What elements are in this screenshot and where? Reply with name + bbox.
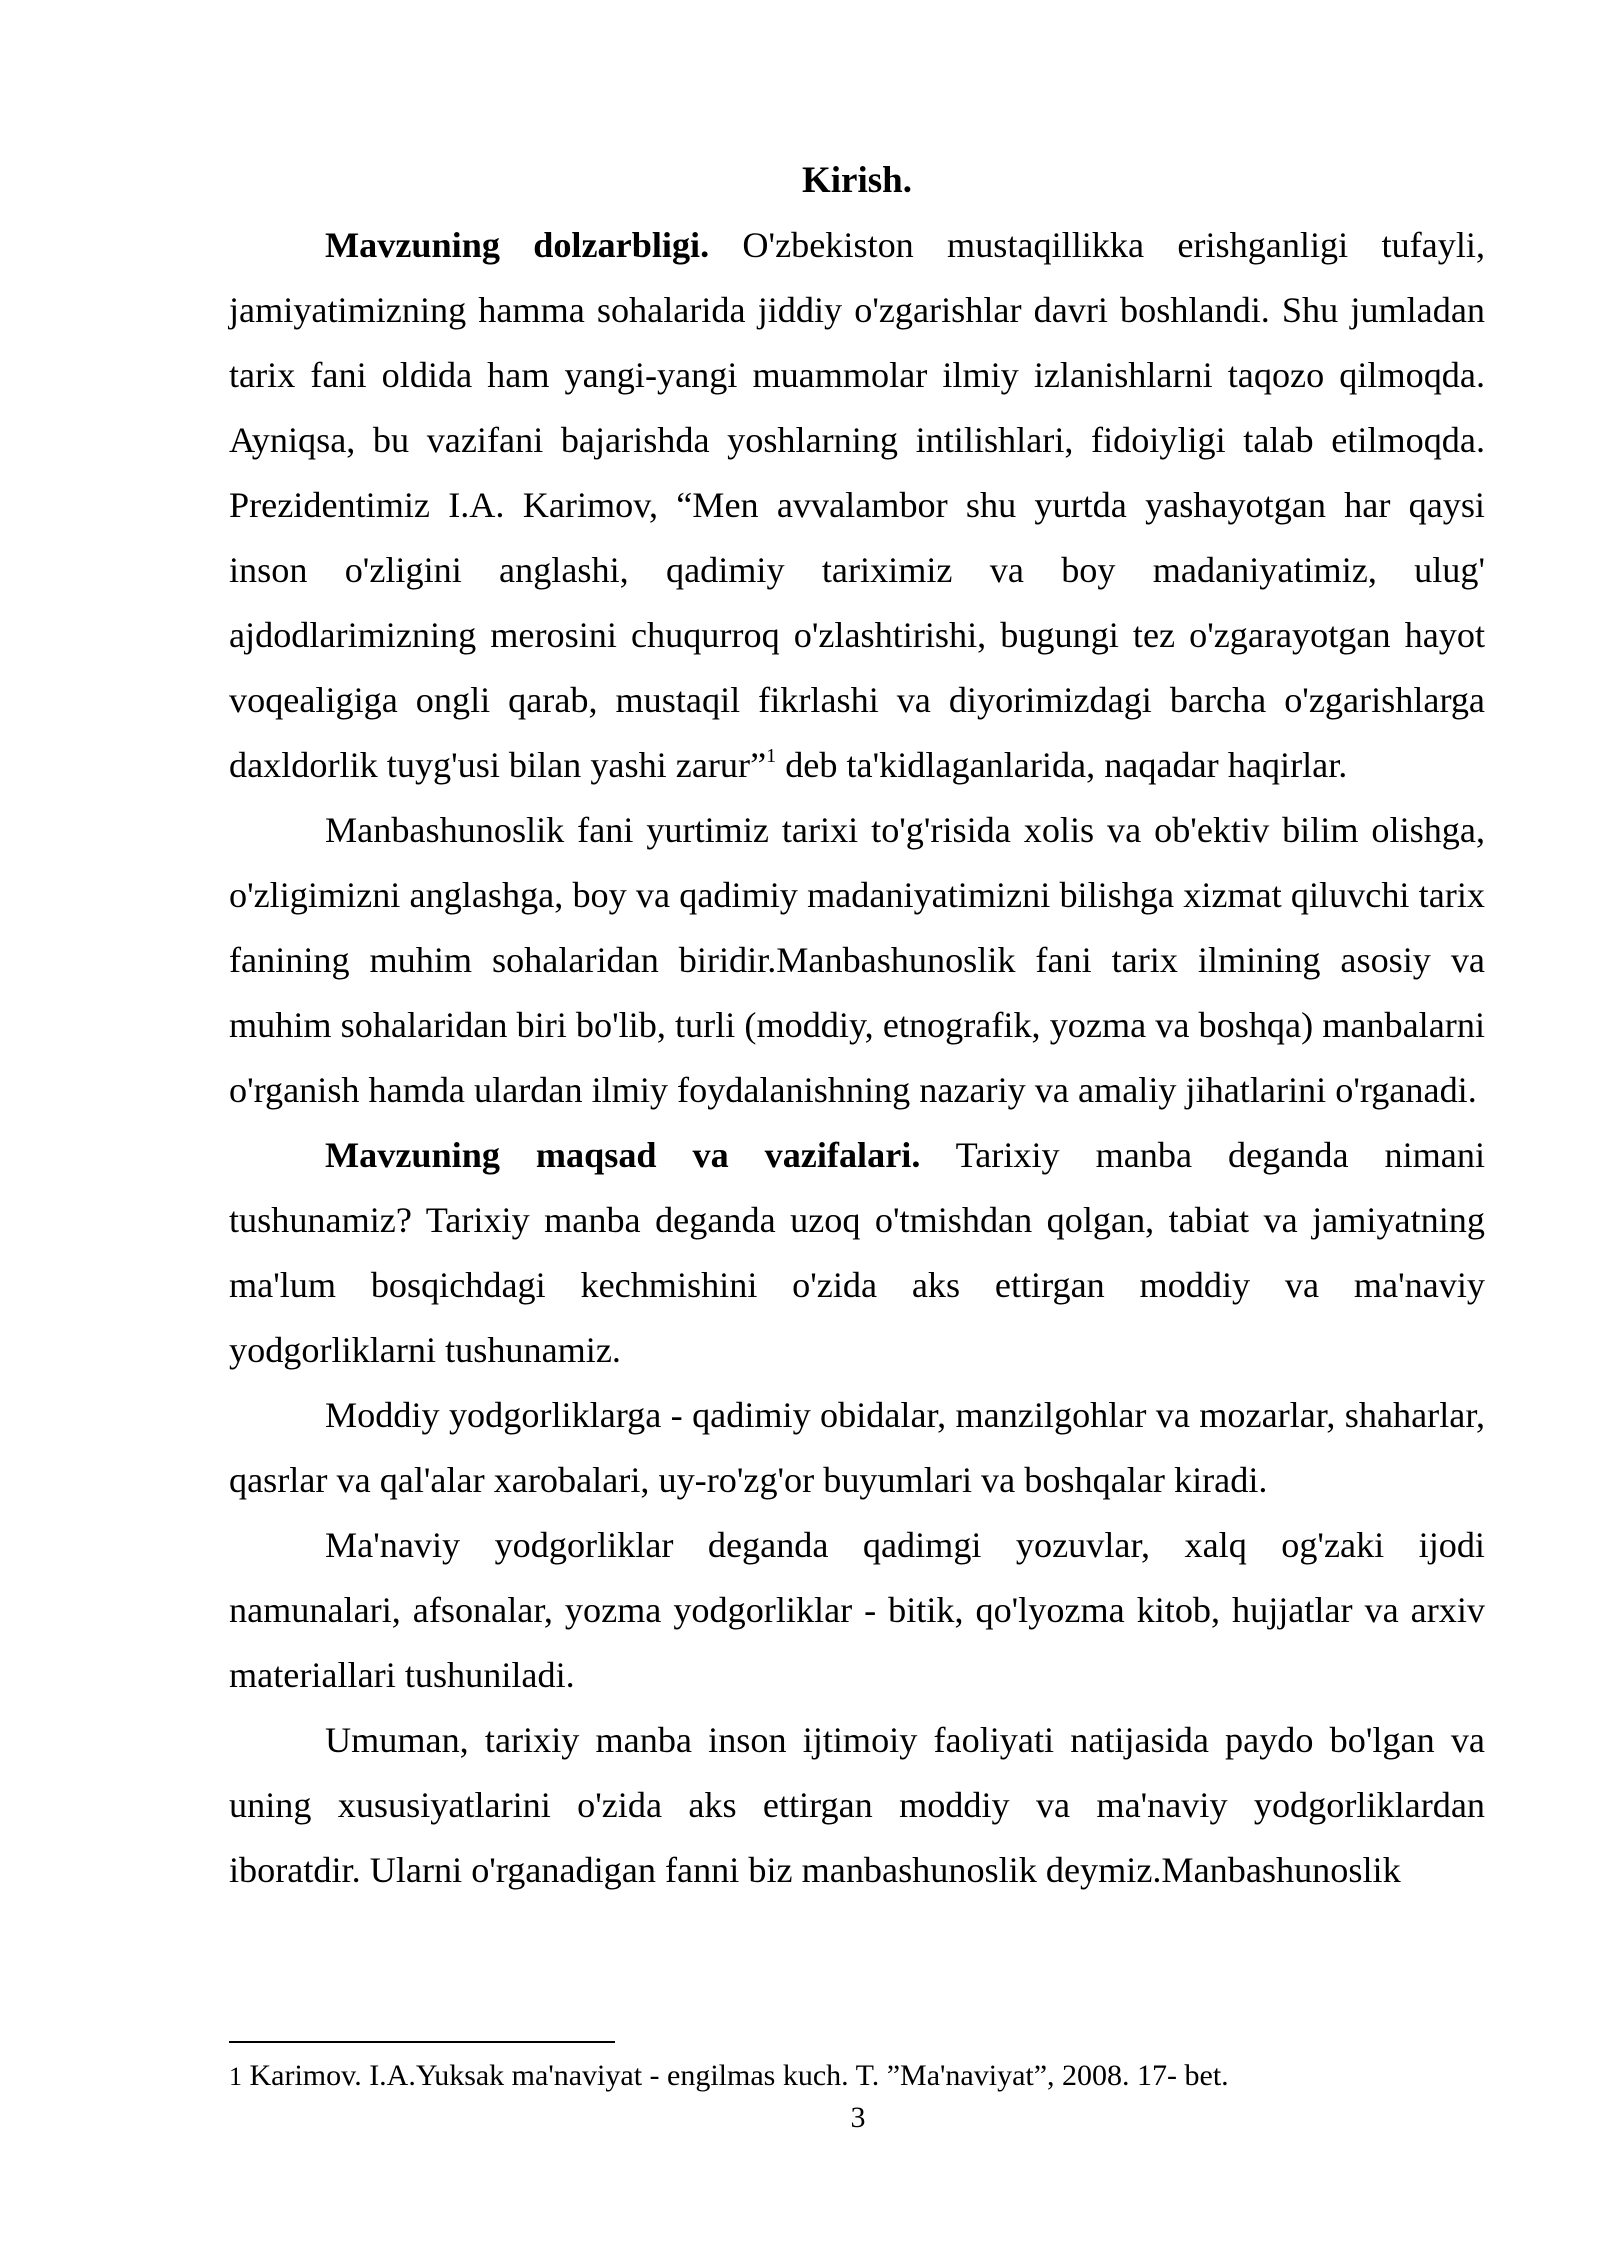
paragraph-summary: Umuman, tarixiy manba inson ijtimoiy faoliyati natijasida paydo bo'lgan va uning xususiyatlarini o'zida aks ettirgan moddiy va ma'naviy yodgorliklardan iboratdir. Ularni o'rganadigan fanni biz manbashunoslik deymiz.Manbashunoslik [229, 1720, 1485, 1890]
paragraph-lead: Mavzuning maqsad va vazifalari. [325, 1135, 921, 1175]
paragraph-text-continued: deb ta'kidlaganlarida, naqadar haqirlar. [776, 745, 1348, 785]
paragraph-lead: Mavzuning dolzarbligi. [325, 225, 710, 265]
paragraph-text: O'zbekiston mustaqillikka erishganligi tufayli, jamiyatimizning hamma sohalarida jiddiy o'zgarishlar davri boshlandi. Shu jumladan tarix fani oldida ham yangi-yangi muammolar ilmiy izlanishlarni taqozo qilmoqda. Ayniqsa, bu vazifani bajarishda yoshlarning intilishlari, fidoiyligi talab etilmoqda. Prezidentimiz I.A. Karimov, “Men avvalambor shu yurtda yashayotgan har qaysi inson o'zligini anglashi, qadimiy tariximiz va boy madaniyatimiz, ulug' ajdodlarimizning merosini chuqurroq o'zlashtirishi, bugungi tez o'zgarayotgan hayot voqealigiga ongli qarab, mustaqil fikrlashi va diyorimizdagi barcha o'zgarishlarga daxldorlik tuyg'usi bilan yashi zarur” [229, 225, 1485, 785]
footnote [229, 2058, 1485, 2095]
paragraph-spiritual-monuments: Ma'naviy yodgorliklar deganda qadimgi yozuvlar, xalq og'zaki ijodi namunalari, afsonalar, yozma yodgorliklar - bitik, qo'lyozma kitob, hujjatlar va arxiv materiallari tushuniladi. [229, 1525, 1485, 1695]
footnote-reference[interactable]: 1 [766, 744, 777, 767]
paragraph-material-monuments: Moddiy yodgorliklarga - qadimiy obidalar, manzilgohlar va mozarlar, shaharlar, qasrlar va qal'alar xarobalari, uy-ro'zg'or buyumlari va boshqalar kiradi. [229, 1395, 1485, 1500]
paragraph-text: Tarixiy manba deganda nimani tushunamiz? Tarixiy manba deganda uzoq o'tmishdan qolgan, tabiat va jamiyatning ma'lum bosqichdagi kechmishini o'zida aks ettirgan moddiy va ma'naviy yodgorliklarni tushunamiz. [229, 1135, 1485, 1370]
page-number: 3 [850, 2101, 866, 2134]
footnote-separator [229, 2041, 615, 2043]
body-text [229, 148, 1485, 1903]
paragraph-relevance [229, 213, 1485, 798]
footnote-number: 1 [229, 2062, 242, 2091]
section-title: Kirish. [802, 160, 912, 201]
paragraph-goals [229, 1123, 1485, 1383]
footnote-text: Karimov. I.A.Yuksak ma'naviyat - engilmas kuch. T. ”Ma'naviyat”, 2008. 17- bet. [242, 2059, 1229, 2092]
paragraph-source-studies: Manbashunoslik fani yurtimiz tarixi to'g'risida xolis va ob'ektiv bilim olishga, o'zligimizni anglashga, boy va qadimiy madaniyatimizni bilishga xizmat qiluvchi tarix fanining muhim sohalaridan biridir.Manbashunoslik fani tarix ilmining asosiy va muhim sohalaridan biri bo'lib, turli (moddiy, etnografik, yozma va boshqa) manbalarni o'rganish hamda ulardan ilmiy foydalanishning nazariy va amaliy jihatlarini o'rganadi. [229, 810, 1485, 1110]
